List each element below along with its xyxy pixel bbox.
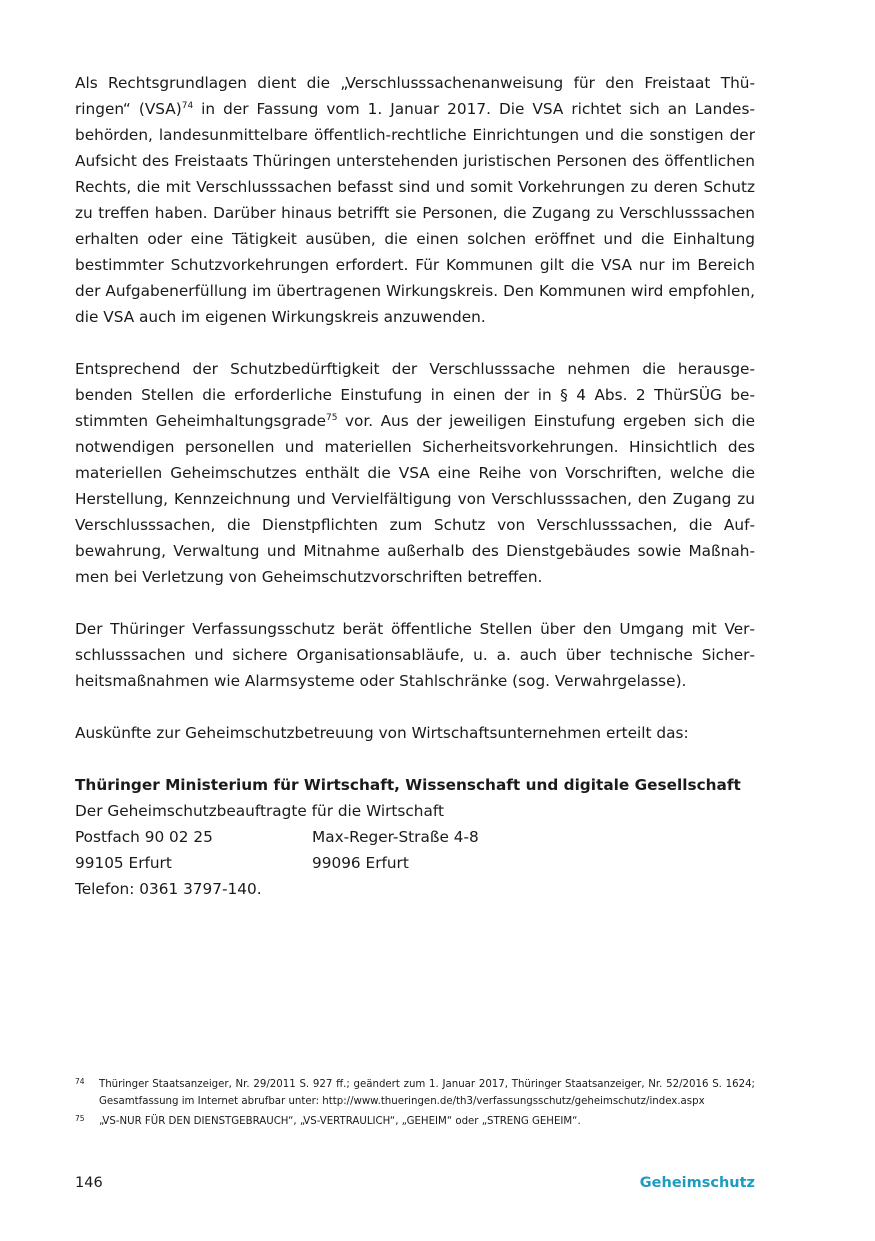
footnotes [75,1076,755,1133]
paragraph-classification [75,356,755,590]
footnote-number: 74 [75,1077,85,1086]
address-organization: Thüringer Ministerium für Wirtschaft, Wissenschaft und digitale Gesellschaft [75,776,741,794]
paragraph-consulting: Der Thüringer Verfassungsschutz berät öffentliche Stellen über den Umgang mit Verschlusssachen und sichere Organisationsabläufe, u. a. auch über technische Sicherheitsmaßnahmen wie Alarmsysteme oder Stahlschränke (sog. Verwahrgelasse). [75,620,755,690]
paragraph-information: Auskünfte zur Geheimschutzbetreuung von Wirtschaftsunternehmen erteilt das: [75,724,689,742]
section-title: Geheimschutz [639,1175,755,1191]
address-street: Max-Reger-Straße 4-8 [312,828,479,846]
address-row-city [75,850,755,876]
paragraph-legal-basis [75,70,755,330]
footnote-ref-74[interactable]: 74 [181,101,194,111]
paragraph-text: Entsprechend der Schutzbedürftigkeit der Verschlusssache nehmen die herausgebenden Stellen die erforderliche Einstufung in einen der in § 4 Abs. 2 ThürSÜG bestimmten Geheimhaltungsgrade [75,360,755,430]
page-body [75,70,755,902]
address-phone: Telefon: 0361 3797-140. [75,880,262,898]
address-postbox-city: 99105 Erfurt [75,854,172,872]
address-street-city: 99096 Erfurt [312,854,409,872]
footnote-number: 75 [75,1114,85,1123]
footnote-74 [75,1076,755,1110]
address-row-street [75,824,755,850]
footnote-75 [75,1113,755,1130]
address-department: Der Geheimschutzbeauftragte für die Wirtschaft [75,802,444,820]
contact-address [75,772,755,902]
footnote-ref-75[interactable]: 75 [326,413,338,423]
paragraph-text: vor. Aus der jeweiligen Einstufung ergeben sich die notwendigen personellen und materiellen Sicherheitsvorkehrungen. Hinsichtlich des materiellen Geheimschutzes enthält die VSA eine Reihe von Vorschriften, welche die Herstellung, Kennzeichnung und Vervielfältigung von Verschlusssachen, den Zugang zu Verschlusssachen, die Dienstpflichten zum Schutz von Verschlusssachen, die Aufbewahrung, Verwaltung und Mitnahme außerhalb des Dienstgebäudes sowie Maßnahmen bei Verletzung von Geheimschutzvorschriften betreffen. [75,412,755,586]
paragraph-text: Als Rechtsgrundlagen dient die „Verschlusssachenanweisung für den Freistaat Thüringen“ (VSA) [75,74,755,118]
address-postbox: Postfach 90 02 25 [75,828,213,846]
page-number: 146 [75,1175,103,1191]
footnote-text: „VS-NUR FÜR DEN DIENSTGEBRAUCH“, „VS-VERTRAULICH“, „GEHEIM“ oder „STRENG GEHEIM“. [99,1116,581,1127]
paragraph-text: in der Fassung vom 1. Januar 2017. Die VSA richtet sich an Landesbehörden, landesunmittelbare öffentlich-rechtliche Einrichtungen und die sonstigen der Aufsicht des Freistaats Thüringen unterstehenden juristischen Personen des öffentlichen Rechts, die mit Verschlusssachen befasst sind und somit Vorkehrungen zu deren Schutz zu treffen haben. Darüber hinaus betrifft sie Personen, die Zugang zu Verschlusssachen erhalten oder eine Tätigkeit ausüben, die einen solchen eröffnet und die Einhaltung bestimmter Schutzvorkehrungen erfordert. Für Kommunen gilt die VSA nur im Bereich der Aufgabenerfüllung im übertragenen Wirkungskreis. Den Kommunen wird empfohlen, die VSA auch im eigenen Wirkungskreis anzuwenden. [75,100,755,326]
footnote-text: Thüringer Staatsanzeiger, Nr. 29/2011 S. 927 ff.; geändert zum 1. Januar 2017, Thüringer Staatsanzeiger, Nr. 52/2016 S. 1624; Gesamtfassung im Internet abrufbar unter: http://www.thueringen.de/th3/verfassungsschutz/geheimschutz/index.aspx [99,1079,755,1107]
page-footer [75,1172,755,1194]
